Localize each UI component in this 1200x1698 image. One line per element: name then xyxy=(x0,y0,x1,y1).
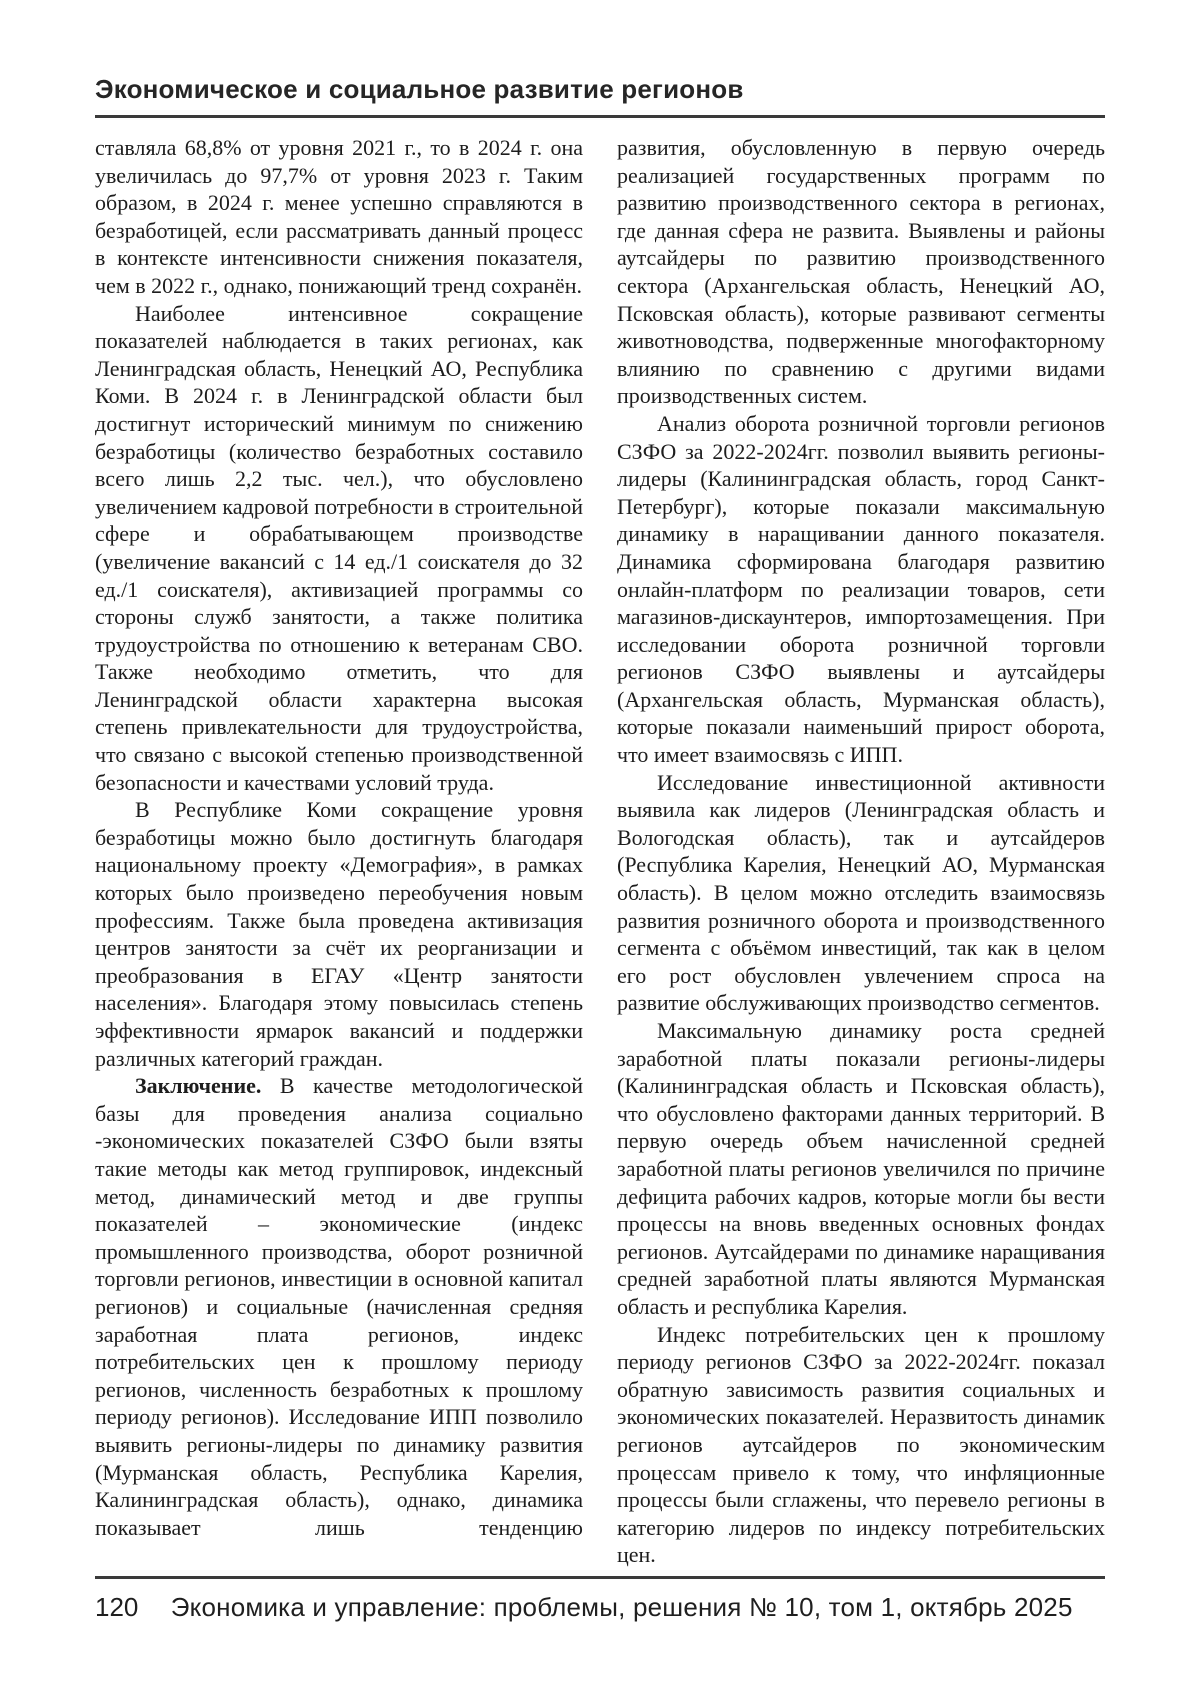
right-column xyxy=(617,134,1105,1569)
footer-rule xyxy=(95,1576,1105,1579)
left-column xyxy=(95,134,583,1569)
paragraph: ставляла 68,8% от уровня 2021 г., то в 2024 г. она увеличилась до 97,7% от уровня 2023 г. Таким образом, в 2024 г. менее успешно справляются в безработицей, если рассматривать данный процесс в контексте интенсивности снижения показателя, чем в 2022 г., однако, понижающий тренд сохранён. xyxy=(95,135,583,298)
paragraph: Анализ оборота розничной торговли регионов СЗФО за 2022-2024гг. позволил выявить регионы-лидеры (Калининградская область, город Санкт-Петербург), которые показали максимальную динамику в наращивании данного показателя. Динамика сформирована благодаря развитию онлайн-платформ по реализации товаров, сети магазинов-дискаунтеров, импортозамещения. При исследовании оборота розничной торговли регионов СЗФО выявлены и аутсайдеры (Архангельская область, Мурманская область), которые показали наименьший прирост оборота, что имеет взаимосвязь с ИПП. xyxy=(617,410,1105,768)
page-number: 120 xyxy=(95,1592,139,1622)
paragraph: Исследование инвестиционной активности выявила как лидеров (Ленинградская область и Вологодская область), так и аутсайдеров (Республика Карелия, Ненецкий АО, Мурманская область). В целом можно отследить взаимосвязь развития розничного оборота и производственного сегмента с объёмом инвестиций, так как в целом его рост обусловлен увлечением спроса на развитие обслуживающих производство сегментов. xyxy=(617,769,1105,1016)
conclusion-text: В качестве методологической базы для проведения анализа социально -экономических показателей СЗФО были взяты такие методы как метод группировок, индексный метод, динамический метод и две группы показателей – экономические (индекс промышленного производства, оборот розничной торговли регионов, инвестиции в основной капитал регионов) и социальные (начисленная средняя заработная плата регионов, индекс потребительских цен к прошлому периоду регионов, численность безработных к прошлому периоду регионов). Исследование ИПП позволило выявить регионы-лидеры по динамику развития (Мурманская область, Республика Карелия, Калининградская область), однако, динамика показывает лишь тенденцию xyxy=(95,1073,583,1540)
paragraph: Максимальную динамику роста средней заработной платы показали регионы-лидеры (Калининградская область и Псковская область), что обусловлено факторами данных территорий. В первую очередь объем начисленной средней заработной платы регионов увеличился по причине дефицита рабочих кадров, которые могли бы вести процессы на вновь введенных основных фондах регионов. Аутсайдерами по динамике наращивания средней заработной платы являются Мурманская область и республика Карелия. xyxy=(617,1018,1105,1319)
paragraph: Наиболее интенсивное сокращение показателей наблюдается в таких регионах, как Ленинградская область, Ненецкий АО, Республика Коми. В 2024 г. в Ленинградской области был достигнут исторический минимум по снижению безработицы (количество безработных составило всего лишь 2,2 тыс. чел.), что обусловлено увеличением кадровой потребности в строительной сфере и обрабатывающем производстве (увеличение вакансий с 14 ед./1 соискателя до 32 ед./1 соискателя), активизацией программы со стороны служб занятости, а также политика трудоустройства по отношению к ветеранам СВО. Также необходимо отметить, что для Ленинградской области характерна высокая степень привлекательности для трудоустройства, что связано с высокой степенью производственной безопасности и качествами условий труда. xyxy=(95,300,583,795)
journal-title-line: Экономика и управление: проблемы, решения № 10, том 1, октябрь 2025 xyxy=(170,1592,1073,1622)
conclusion-lead-label: Заключение. xyxy=(135,1073,262,1099)
paragraph: В Республике Коми сокращение уровня безработицы можно было достигнуть благодаря национальному проекту «Демография», в рамках которых было произведено переобучения новым профессиям. Также была проведена активизация центров занятости за счёт их реорганизации и преобразования в ЕГАУ «Центр занятости населения». Благодаря этому повысилась степень эффективности ярмарок вакансий и поддержки различных категорий граждан. xyxy=(95,797,583,1071)
paragraph: развития, обусловленную в первую очередь реализацией государственных программ по развитию производственного сектора в регионах, где данная сфера не развита. Выявлены и районы аутсайдеры по развитию производственного сектора (Архангельская область, Ненецкий АО, Псковская область), которые развивают сегменты животноводства, подверженные многофакторному влиянию по сравнению с другими видами производственных систем. xyxy=(617,135,1105,409)
paragraph-conclusion xyxy=(95,1072,583,1541)
header-rule xyxy=(95,115,1105,118)
article-body xyxy=(95,134,1105,1569)
running-head-title: Экономическое и социальное развитие регионов xyxy=(95,74,744,104)
page-footer xyxy=(95,1592,1105,1623)
paragraph: Индекс потребительских цен к прошлому периоду регионов СЗФО за 2022-2024гг. показал обратную зависимость развития социальных и экономических показателей. Неразвитость динамик регионов аутсайдеров по экономическим процессам привело к тому, что инфляционные процессы были сглажены, что перевело регионы в категорию лидеров по индексу потребительских цен. xyxy=(617,1321,1105,1568)
